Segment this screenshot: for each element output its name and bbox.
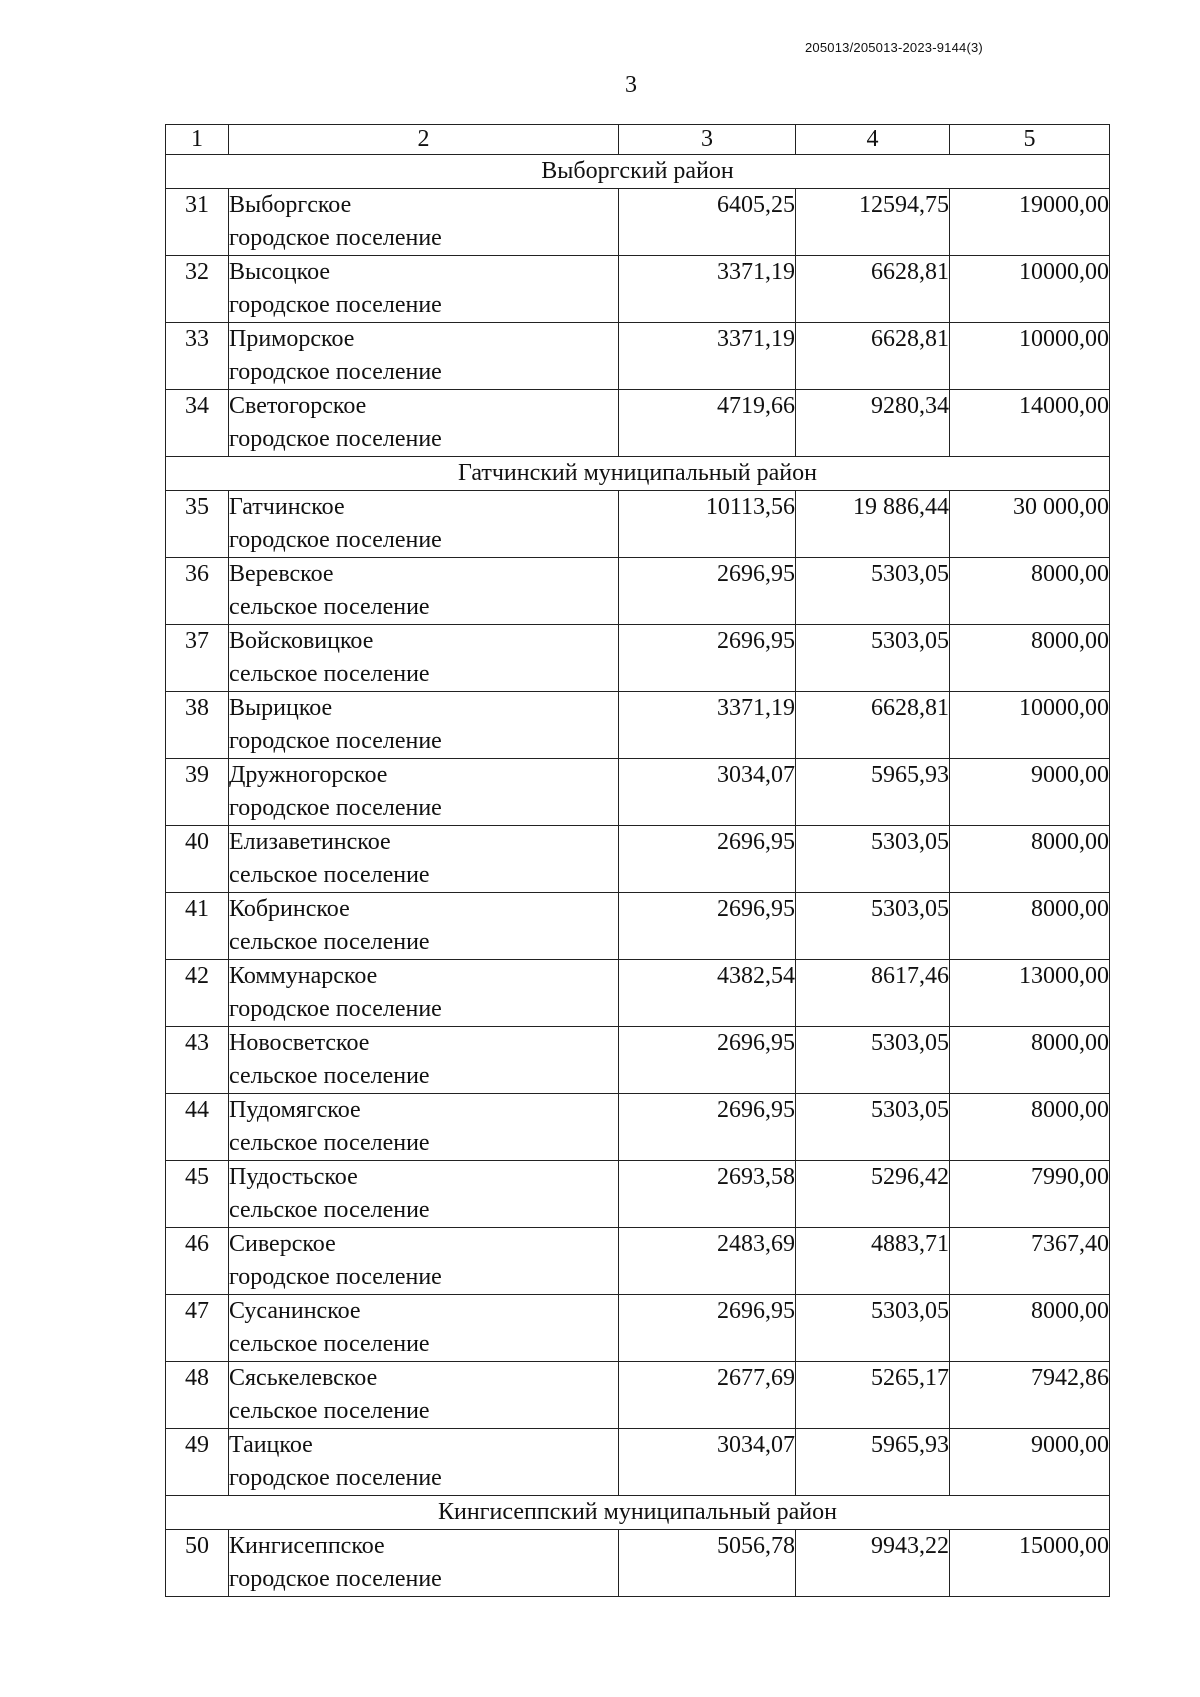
value-col-3: 4382,54 xyxy=(619,960,796,1027)
municipality-name: Гатчинское xyxy=(229,494,345,520)
value-col-3: 3371,19 xyxy=(619,323,796,390)
municipality-type: городское поселение xyxy=(229,1566,442,1592)
row-number: 47 xyxy=(166,1295,229,1362)
municipality-cell xyxy=(229,256,619,323)
value-col-3: 2696,95 xyxy=(619,1027,796,1094)
column-header: 5 xyxy=(950,125,1110,155)
table-row xyxy=(166,1027,1110,1094)
row-number: 39 xyxy=(166,759,229,826)
row-number: 40 xyxy=(166,826,229,893)
municipality-name: Коммунарское xyxy=(229,963,378,989)
municipality-name: Пудостьское xyxy=(229,1164,358,1190)
page-number: 3 xyxy=(625,72,637,98)
municipality-type: сельское поселение xyxy=(229,661,430,687)
value-col-4: 9280,34 xyxy=(796,390,950,457)
municipality-cell xyxy=(229,1094,619,1161)
value-col-5: 8000,00 xyxy=(950,1027,1110,1094)
table-row xyxy=(166,826,1110,893)
value-col-4: 5303,05 xyxy=(796,1295,950,1362)
value-col-4: 5303,05 xyxy=(796,1094,950,1161)
row-number: 49 xyxy=(166,1429,229,1496)
municipality-cell xyxy=(229,1228,619,1295)
municipality-cell xyxy=(229,323,619,390)
table-body xyxy=(166,125,1110,1597)
row-number: 32 xyxy=(166,256,229,323)
municipality-cell xyxy=(229,826,619,893)
table-row xyxy=(166,1530,1110,1597)
value-col-4: 4883,71 xyxy=(796,1228,950,1295)
row-number: 43 xyxy=(166,1027,229,1094)
municipality-cell xyxy=(229,1362,619,1429)
municipality-cell xyxy=(229,759,619,826)
table-row xyxy=(166,1295,1110,1362)
value-col-4: 5303,05 xyxy=(796,625,950,692)
value-col-5: 8000,00 xyxy=(950,826,1110,893)
municipality-name: Светогорское xyxy=(229,393,367,419)
municipality-name: Высоцкое xyxy=(229,259,331,285)
value-col-4: 6628,81 xyxy=(796,323,950,390)
value-col-3: 2696,95 xyxy=(619,1094,796,1161)
municipality-type: городское поселение xyxy=(229,1465,442,1491)
table-row xyxy=(166,558,1110,625)
row-number: 45 xyxy=(166,1161,229,1228)
value-col-3: 3034,07 xyxy=(619,759,796,826)
municipality-name: Дружногорское xyxy=(229,762,388,788)
municipality-name: Сяськелевское xyxy=(229,1365,378,1391)
section-row xyxy=(166,155,1110,189)
table-row xyxy=(166,189,1110,256)
table-row xyxy=(166,893,1110,960)
municipality-type: городское поселение xyxy=(229,728,442,754)
section-row xyxy=(166,457,1110,491)
municipality-cell xyxy=(229,625,619,692)
value-col-5: 8000,00 xyxy=(950,893,1110,960)
value-col-5: 9000,00 xyxy=(950,1429,1110,1496)
table-row xyxy=(166,491,1110,558)
table-row xyxy=(166,759,1110,826)
value-col-3: 2677,69 xyxy=(619,1362,796,1429)
row-number: 46 xyxy=(166,1228,229,1295)
municipality-name: Пудомягское xyxy=(229,1097,361,1123)
value-col-4: 9943,22 xyxy=(796,1530,950,1597)
value-col-5: 8000,00 xyxy=(950,625,1110,692)
municipality-name: Вырицкое xyxy=(229,695,333,721)
row-number: 36 xyxy=(166,558,229,625)
value-col-5: 15000,00 xyxy=(950,1530,1110,1597)
value-col-5: 7990,00 xyxy=(950,1161,1110,1228)
municipality-type: сельское поселение xyxy=(229,929,430,955)
municipality-name: Таицкое xyxy=(229,1432,313,1458)
municipality-name: Новосветское xyxy=(229,1030,370,1056)
value-col-3: 2696,95 xyxy=(619,1295,796,1362)
value-col-3: 2696,95 xyxy=(619,558,796,625)
value-col-5: 10000,00 xyxy=(950,692,1110,759)
table-row xyxy=(166,390,1110,457)
municipality-type: городское поселение xyxy=(229,1264,442,1290)
municipality-type: городское поселение xyxy=(229,996,442,1022)
municipality-type: сельское поселение xyxy=(229,1398,430,1424)
row-number: 35 xyxy=(166,491,229,558)
table-row xyxy=(166,692,1110,759)
value-col-3: 4719,66 xyxy=(619,390,796,457)
value-col-3: 2693,58 xyxy=(619,1161,796,1228)
municipality-cell xyxy=(229,1295,619,1362)
municipality-name: Выборгское xyxy=(229,192,352,218)
municipality-cell xyxy=(229,1530,619,1597)
column-header: 2 xyxy=(229,125,619,155)
value-col-3: 5056,78 xyxy=(619,1530,796,1597)
table-row xyxy=(166,1362,1110,1429)
value-col-4: 5965,93 xyxy=(796,1429,950,1496)
value-col-3: 3034,07 xyxy=(619,1429,796,1496)
value-col-5: 14000,00 xyxy=(950,390,1110,457)
municipality-type: сельское поселение xyxy=(229,1197,430,1223)
value-col-5: 10000,00 xyxy=(950,256,1110,323)
value-col-5: 8000,00 xyxy=(950,1295,1110,1362)
value-col-4: 5303,05 xyxy=(796,558,950,625)
value-col-5: 7942,86 xyxy=(950,1362,1110,1429)
row-number: 33 xyxy=(166,323,229,390)
value-col-5: 19000,00 xyxy=(950,189,1110,256)
value-col-3: 2483,69 xyxy=(619,1228,796,1295)
municipality-cell xyxy=(229,491,619,558)
document-id: 205013/205013-2023-9144(3) xyxy=(805,40,983,55)
value-col-5: 9000,00 xyxy=(950,759,1110,826)
municipality-type: сельское поселение xyxy=(229,862,430,888)
table-row xyxy=(166,1094,1110,1161)
row-number: 44 xyxy=(166,1094,229,1161)
municipality-cell xyxy=(229,692,619,759)
row-number: 50 xyxy=(166,1530,229,1597)
row-number: 34 xyxy=(166,390,229,457)
column-header: 3 xyxy=(619,125,796,155)
municipality-cell xyxy=(229,189,619,256)
value-col-3: 6405,25 xyxy=(619,189,796,256)
table-row xyxy=(166,1161,1110,1228)
municipality-type: сельское поселение xyxy=(229,1130,430,1156)
table-row xyxy=(166,256,1110,323)
municipality-name: Кингисеппское xyxy=(229,1533,385,1559)
value-col-5: 10000,00 xyxy=(950,323,1110,390)
value-col-4: 5265,17 xyxy=(796,1362,950,1429)
section-row xyxy=(166,1496,1110,1530)
municipality-cell xyxy=(229,558,619,625)
value-col-4: 5303,05 xyxy=(796,893,950,960)
municipality-type: городское поселение xyxy=(229,359,442,385)
municipality-type: сельское поселение xyxy=(229,594,430,620)
row-number: 42 xyxy=(166,960,229,1027)
value-col-5: 8000,00 xyxy=(950,1094,1110,1161)
municipality-name: Сусанинское xyxy=(229,1298,361,1324)
value-col-4: 19 886,44 xyxy=(796,491,950,558)
value-col-5: 30 000,00 xyxy=(950,491,1110,558)
section-title: Выборгский район xyxy=(166,155,1110,189)
row-number: 31 xyxy=(166,189,229,256)
header-row xyxy=(166,125,1110,155)
value-col-4: 6628,81 xyxy=(796,256,950,323)
municipality-type: городское поселение xyxy=(229,426,442,452)
municipality-cell xyxy=(229,960,619,1027)
municipality-type: городское поселение xyxy=(229,225,442,251)
value-col-4: 5303,05 xyxy=(796,1027,950,1094)
row-number: 38 xyxy=(166,692,229,759)
section-title: Кингисеппский муниципальный район xyxy=(166,1496,1110,1530)
table-row xyxy=(166,1228,1110,1295)
value-col-3: 3371,19 xyxy=(619,692,796,759)
municipality-type: сельское поселение xyxy=(229,1063,430,1089)
municipality-cell xyxy=(229,893,619,960)
row-number: 41 xyxy=(166,893,229,960)
municipality-cell xyxy=(229,390,619,457)
municipality-name: Веревское xyxy=(229,561,334,587)
allocation-table xyxy=(165,124,1110,1597)
value-col-3: 2696,95 xyxy=(619,625,796,692)
table-row xyxy=(166,1429,1110,1496)
municipality-name: Сиверское xyxy=(229,1231,336,1257)
value-col-5: 7367,40 xyxy=(950,1228,1110,1295)
value-col-4: 5296,42 xyxy=(796,1161,950,1228)
row-number: 48 xyxy=(166,1362,229,1429)
municipality-name: Войсковицкое xyxy=(229,628,374,654)
municipality-type: сельское поселение xyxy=(229,1331,430,1357)
municipality-cell xyxy=(229,1027,619,1094)
value-col-4: 6628,81 xyxy=(796,692,950,759)
municipality-cell xyxy=(229,1161,619,1228)
municipality-type: городское поселение xyxy=(229,292,442,318)
value-col-3: 10113,56 xyxy=(619,491,796,558)
value-col-5: 13000,00 xyxy=(950,960,1110,1027)
value-col-4: 5965,93 xyxy=(796,759,950,826)
value-col-3: 3371,19 xyxy=(619,256,796,323)
municipality-name: Кобринское xyxy=(229,896,350,922)
municipality-name: Елизаветинское xyxy=(229,829,391,855)
row-number: 37 xyxy=(166,625,229,692)
column-header: 4 xyxy=(796,125,950,155)
value-col-4: 5303,05 xyxy=(796,826,950,893)
table-row xyxy=(166,625,1110,692)
value-col-3: 2696,95 xyxy=(619,893,796,960)
municipality-type: городское поселение xyxy=(229,527,442,553)
value-col-3: 2696,95 xyxy=(619,826,796,893)
value-col-5: 8000,00 xyxy=(950,558,1110,625)
column-header: 1 xyxy=(166,125,229,155)
section-title: Гатчинский муниципальный район xyxy=(166,457,1110,491)
table-row xyxy=(166,960,1110,1027)
municipality-cell xyxy=(229,1429,619,1496)
municipality-type: городское поселение xyxy=(229,795,442,821)
municipality-name: Приморское xyxy=(229,326,355,352)
value-col-4: 12594,75 xyxy=(796,189,950,256)
value-col-4: 8617,46 xyxy=(796,960,950,1027)
table-row xyxy=(166,323,1110,390)
